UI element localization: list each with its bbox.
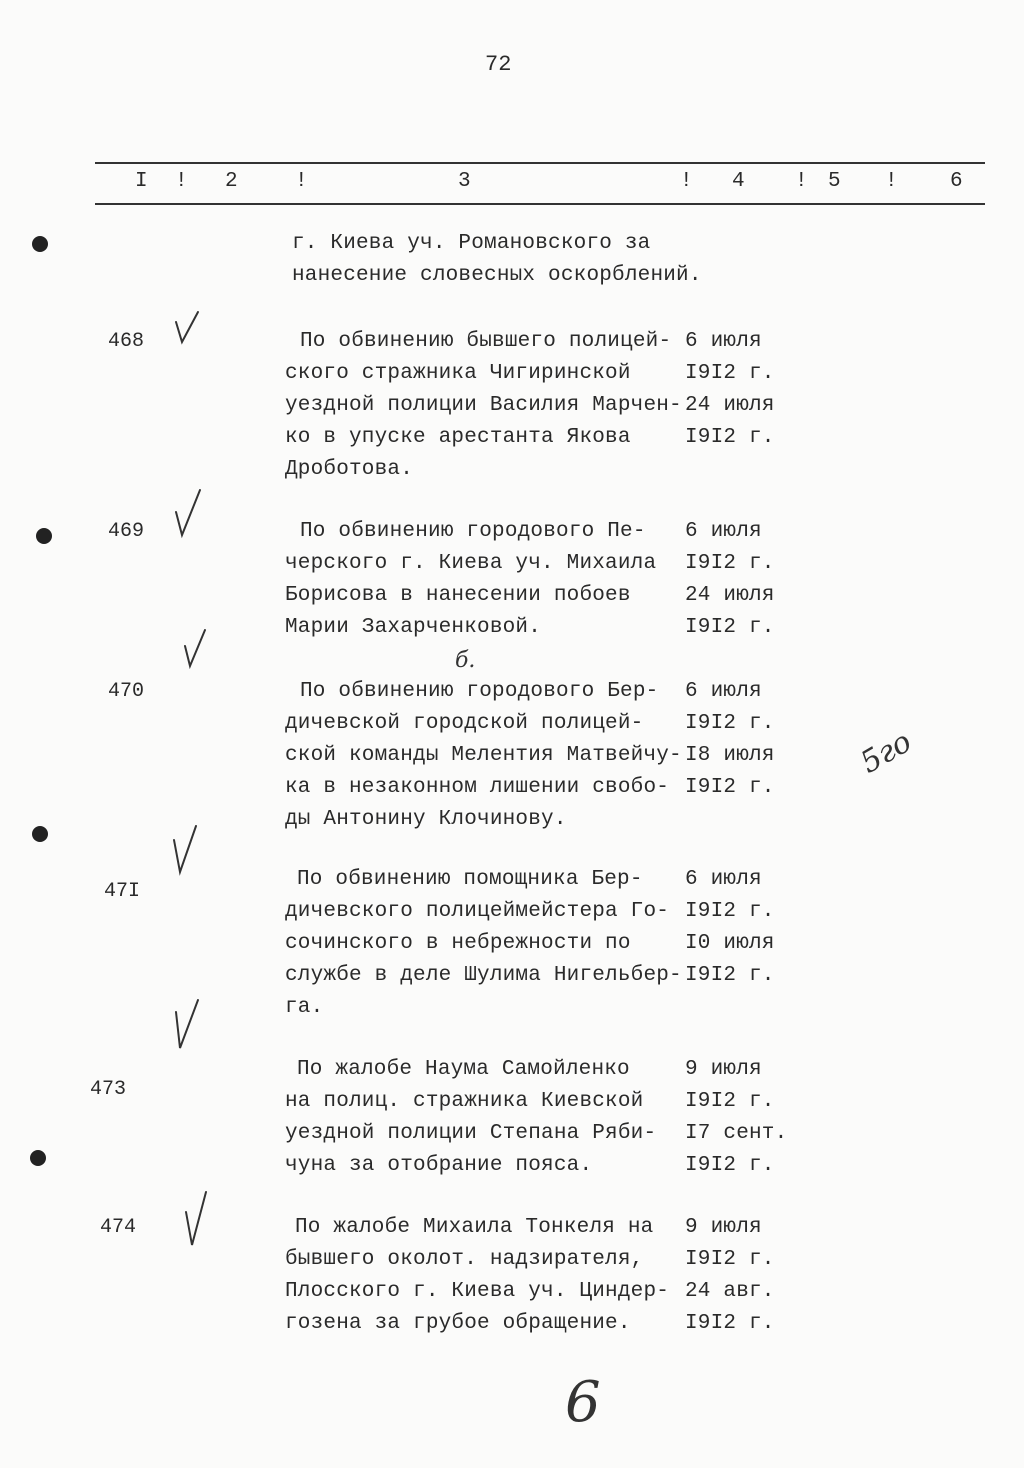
entry-date: 6 июля: [685, 520, 762, 543]
entry-text-line: на полиц. стражника Киевской: [285, 1090, 644, 1113]
entry-text-line: черского г. Киева уч. Михаила: [285, 552, 657, 575]
entry-number: 469: [108, 520, 145, 543]
handwritten-margin-note: 5го: [854, 724, 918, 781]
column-header: 4: [732, 170, 745, 193]
entry-text-line: По жалобе Наума Самойленко: [297, 1058, 630, 1081]
handwritten-bottom-mark: 6: [565, 1370, 601, 1435]
column-header: I: [135, 170, 148, 193]
column-header: 5: [828, 170, 841, 193]
entry-date: 24 июля: [685, 584, 775, 607]
entry-text-line: сочинского в небрежности по: [285, 932, 631, 955]
entry-date: I9I2 г.: [685, 1312, 775, 1335]
entry-text-line: уездной полиции Василия Марчен-: [285, 394, 682, 417]
entry-date: I9I2 г.: [685, 900, 775, 923]
entry-date: I0 июля: [685, 932, 775, 955]
entry-date: I9I2 г.: [685, 362, 775, 385]
entry-text-line: гозена за грубое обращение.: [285, 1312, 631, 1335]
entry-date: I9I2 г.: [685, 964, 775, 987]
column-header: 2: [225, 170, 238, 193]
entry-text-line: дичевского полицеймейстера Го-: [285, 900, 670, 923]
column-header: 3: [458, 170, 471, 193]
entry-text-line: Плосского г. Киева уч. Циндер-: [285, 1280, 670, 1303]
entry-text-line: По обвинению городового Бер-: [300, 680, 659, 703]
entry-date: I9I2 г.: [685, 1154, 775, 1177]
entry-date: I8 июля: [685, 744, 775, 767]
entry-number: 470: [108, 680, 145, 703]
entry-date: I9I2 г.: [685, 1090, 775, 1113]
entry-date: I9I2 г.: [685, 426, 775, 449]
entry-text-line: службе в деле Шулима Нигельбер-: [285, 964, 682, 987]
column-separator: !: [175, 170, 188, 193]
entry-text-line: По обвинению бывшего полицей-: [300, 330, 672, 353]
checkmark-icon: [176, 312, 198, 342]
handwritten-annotation: б.: [455, 648, 476, 673]
entry-date: I9I2 г.: [685, 616, 775, 639]
column-separator: !: [885, 170, 898, 193]
column-separator: !: [295, 170, 308, 193]
entry-text-line: По обвинению городового Пе-: [300, 520, 646, 543]
entry-text-line: Борисова в нанесении побоев: [285, 584, 631, 607]
entry-text-line: уездной полиции Степана Ряби-: [285, 1122, 657, 1145]
entry-text-line: По жалобе Михаила Тонкеля на: [295, 1216, 654, 1239]
entry-date: 24 авг.: [685, 1280, 775, 1303]
checkmark-icon: [176, 1000, 198, 1048]
entry-text-line: чуна за отобрание пояса.: [285, 1154, 593, 1177]
entry-number: 473: [90, 1078, 127, 1101]
entry-text-line: дичевской городской полицей-: [285, 712, 644, 735]
entry-text-line: По обвинению помощника Бер-: [297, 868, 643, 891]
entry-number: 468: [108, 330, 145, 353]
entry-date: 9 июля: [685, 1058, 762, 1081]
entry-text-line: ского стражника Чигиринской: [285, 362, 631, 385]
entry-text-line: ской команды Мелентия Матвейчу-: [285, 744, 682, 767]
entry-date: I9I2 г.: [685, 712, 775, 735]
entry-text-line: ка в незаконном лишении свобо-: [285, 776, 670, 799]
column-header: 6: [950, 170, 963, 193]
column-separator: !: [680, 170, 693, 193]
checkmark-icon: [176, 490, 200, 535]
entry-date: 6 июля: [685, 680, 762, 703]
checkmark-icon: [185, 630, 205, 666]
checkmark-icon: [186, 1192, 206, 1245]
entry-date: 9 июля: [685, 1216, 762, 1239]
entry-text-line: Дроботова.: [285, 458, 414, 481]
entry-date: I9I2 г.: [685, 776, 775, 799]
entry-date: I9I2 г.: [685, 1248, 775, 1271]
entry-date: I7 сент.: [685, 1122, 788, 1145]
entry-text-line: ко в упуске арестанта Якова: [285, 426, 631, 449]
entry-number: 47I: [104, 880, 141, 903]
entry-text-line: Марии Захарченковой.: [285, 616, 542, 639]
entry-date: I9I2 г.: [685, 552, 775, 575]
entry-date: 6 июля: [685, 330, 762, 353]
column-separator: !: [795, 170, 808, 193]
checkmark-icon: [174, 826, 196, 872]
entry-date: 24 июля: [685, 394, 775, 417]
entry-number: 474: [100, 1216, 137, 1239]
page-number: 72: [485, 52, 512, 77]
text-line: г. Киева уч. Романовского за: [292, 232, 651, 255]
entry-date: 6 июля: [685, 868, 762, 891]
text-line: нанесение словесных оскорблений.: [292, 264, 702, 287]
entry-text-line: ды Антонину Клочинову.: [285, 808, 567, 831]
entry-text-line: га.: [285, 996, 324, 1019]
entry-text-line: бывшего околот. надзирателя,: [285, 1248, 644, 1271]
